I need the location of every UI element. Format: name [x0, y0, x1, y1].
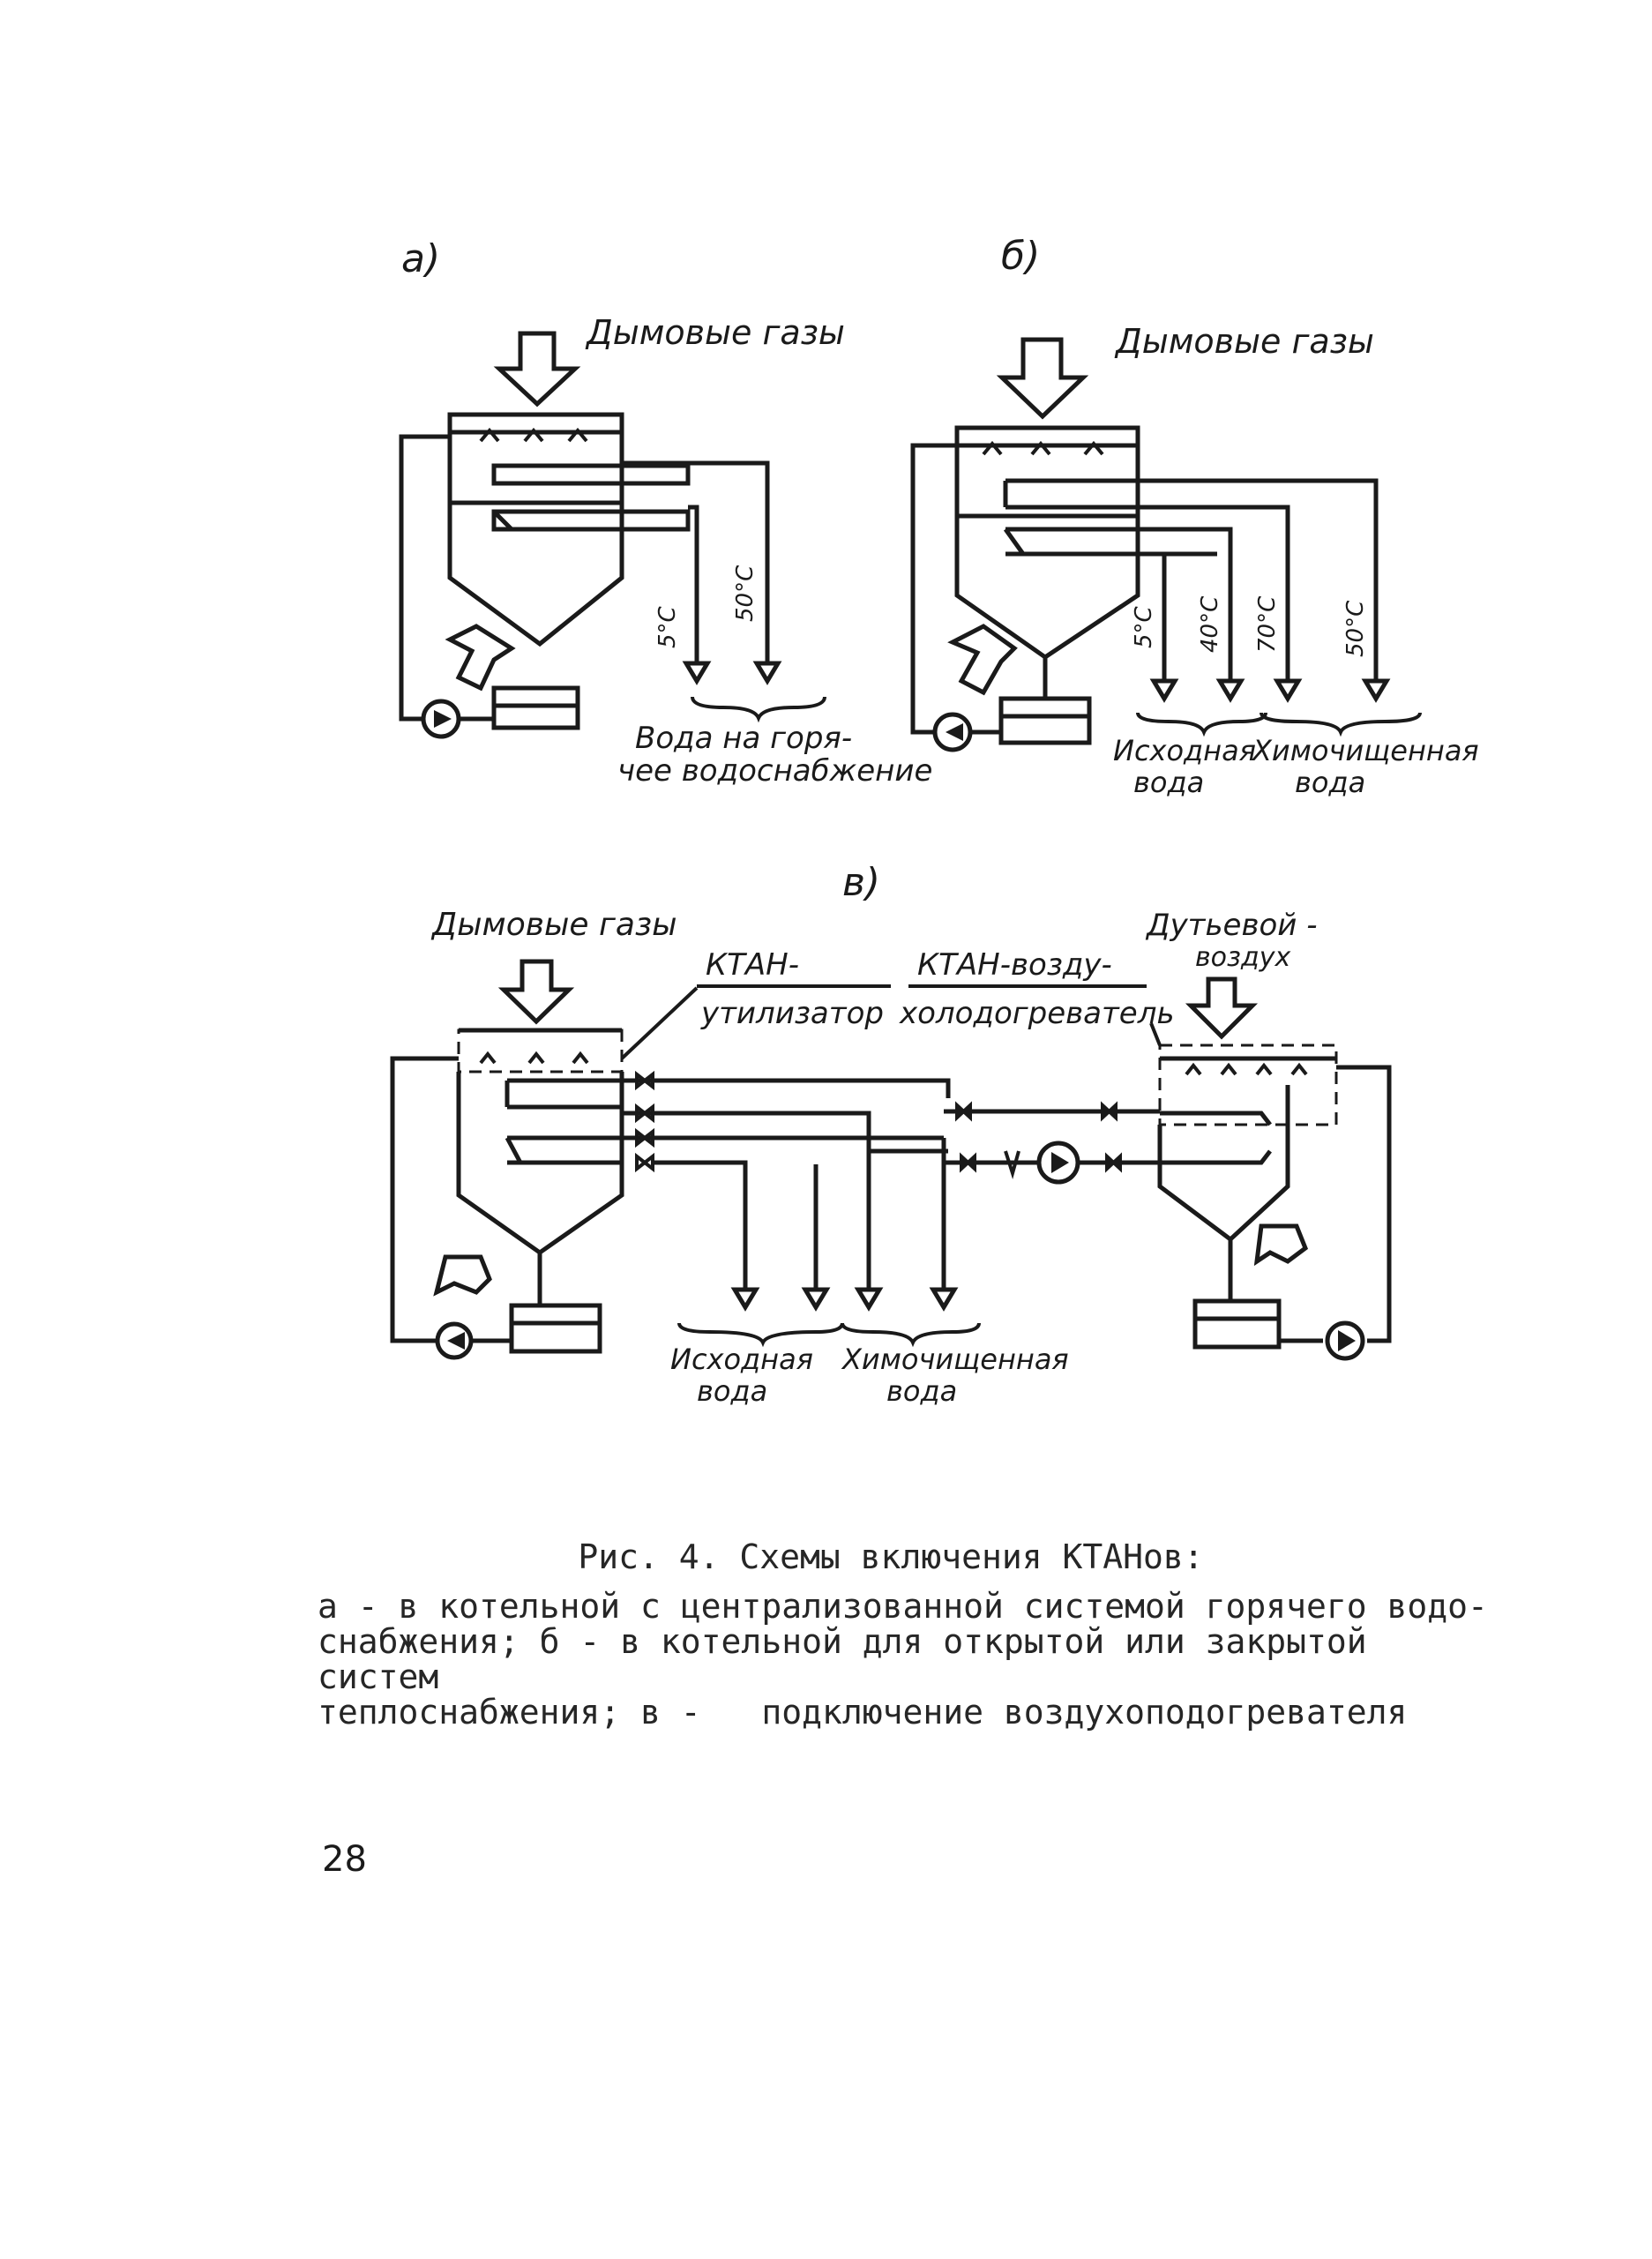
panel-c-source-water-line1: Исходная	[670, 1343, 813, 1376]
valve-icon	[637, 1156, 653, 1169]
panel-c-outlet-3-icon	[858, 1290, 879, 1307]
panel-c-supply-air-line2: воздух	[1195, 942, 1291, 973]
panel-b	[913, 234, 1479, 799]
panel-a-heat-exchanger	[494, 466, 688, 529]
panel-c-ktan-air-line2: холодогреватель	[900, 996, 1175, 1031]
panel-b-flue-gas-label: Дымовые газы	[1116, 322, 1374, 361]
panel-a-temp-1: 5°С	[654, 606, 681, 648]
panel-b-temp-4: 50°С	[1342, 600, 1369, 657]
panel-b-outlet-3-icon	[1277, 681, 1298, 699]
panel-c-source-water-line2: вода	[697, 1374, 768, 1408]
figure-caption-title: Рис. 4. Схемы включения КТАНов:	[578, 1537, 1204, 1576]
figure-caption-body: а - в котельной с централизованной системой горячего водо- снабжения; б - в котельной для открытой или закрытой систем теплоснабжения; в - подключение воздухоподогревателя	[318, 1587, 1488, 1732]
panel-a-output-line2: чее водоснабжение	[617, 753, 933, 789]
panel-c-label: в)	[842, 860, 881, 905]
panel-c-treated-water-line2: вода	[886, 1374, 958, 1408]
page-number: 28	[322, 1839, 367, 1880]
flue-gas-arrow-icon	[499, 333, 575, 404]
panel-b-outlet-2-icon	[1220, 681, 1241, 699]
panel-b-outlet-4-icon	[1365, 681, 1387, 699]
flue-gas-arrow-icon	[1002, 340, 1083, 416]
panel-c-right-heat-exchanger	[1160, 1113, 1270, 1163]
flue-gas-arrow-icon	[504, 961, 569, 1021]
panel-b-treated-water-line1: Химочищенная	[1252, 734, 1479, 767]
panel-c-right-outlet-arrow-icon	[1257, 1226, 1305, 1261]
panel-a	[401, 236, 932, 789]
panel-c-supply-air-line1: Дутьевой -	[1147, 908, 1318, 943]
panel-c-left-outlet-arrow-icon	[437, 1257, 490, 1292]
panel-a-outlet-2-icon	[757, 663, 778, 681]
panel-c-flue-gas-label: Дымовые газы	[432, 907, 677, 943]
panel-c-outlet-2-icon	[805, 1290, 826, 1307]
panel-c-treated-water-line1: Химочищенная	[842, 1343, 1069, 1376]
panel-a-casing	[450, 415, 622, 503]
panel-b-temp-2: 40°С	[1197, 595, 1223, 653]
panel-b-source-water-line2: вода	[1133, 766, 1205, 799]
panel-a-outlet-1-icon	[686, 663, 707, 681]
panel-c-left-heat-exchanger	[507, 1081, 622, 1163]
panel-b-source-water-line1: Исходная	[1113, 734, 1256, 767]
panel-a-label: а)	[401, 236, 441, 281]
panel-c-outlet-1-icon	[735, 1290, 756, 1307]
panel-b-treated-water-line2: вода	[1295, 766, 1366, 799]
panel-c-right-tank	[1195, 1301, 1279, 1347]
figure-caption	[318, 1539, 1499, 1730]
panel-c-ktan-utilizer-line2: утилизатор	[701, 996, 884, 1031]
panel-b-tank	[1001, 699, 1089, 743]
panel-b-hopper	[957, 428, 1138, 657]
panel-c	[392, 860, 1389, 1408]
air-inlet-arrow-icon	[1191, 979, 1252, 1036]
panel-b-outlet-1-icon	[1154, 681, 1175, 699]
panel-a-outlet-arrow-icon	[450, 626, 512, 688]
panel-b-label: б)	[1001, 234, 1041, 279]
panel-b-outlet-arrow-icon	[953, 626, 1014, 692]
panel-c-outlet-4-icon	[933, 1290, 954, 1307]
panel-b-temp-3: 70°С	[1254, 595, 1281, 653]
panel-c-ktan-utilizer-line1: КТАН-	[706, 947, 800, 983]
panel-c-left-tank	[512, 1305, 600, 1351]
panel-b-casing	[957, 428, 1138, 516]
panel-b-temp-1: 5°С	[1131, 606, 1157, 648]
panel-a-temp-2: 50°С	[732, 565, 759, 622]
panel-a-flue-gas-label: Дымовые газы	[587, 313, 845, 352]
panel-a-output-line1: Вода на горя-	[635, 721, 853, 756]
panel-c-ktan-air-line1: КТАН-возду-	[917, 947, 1112, 983]
